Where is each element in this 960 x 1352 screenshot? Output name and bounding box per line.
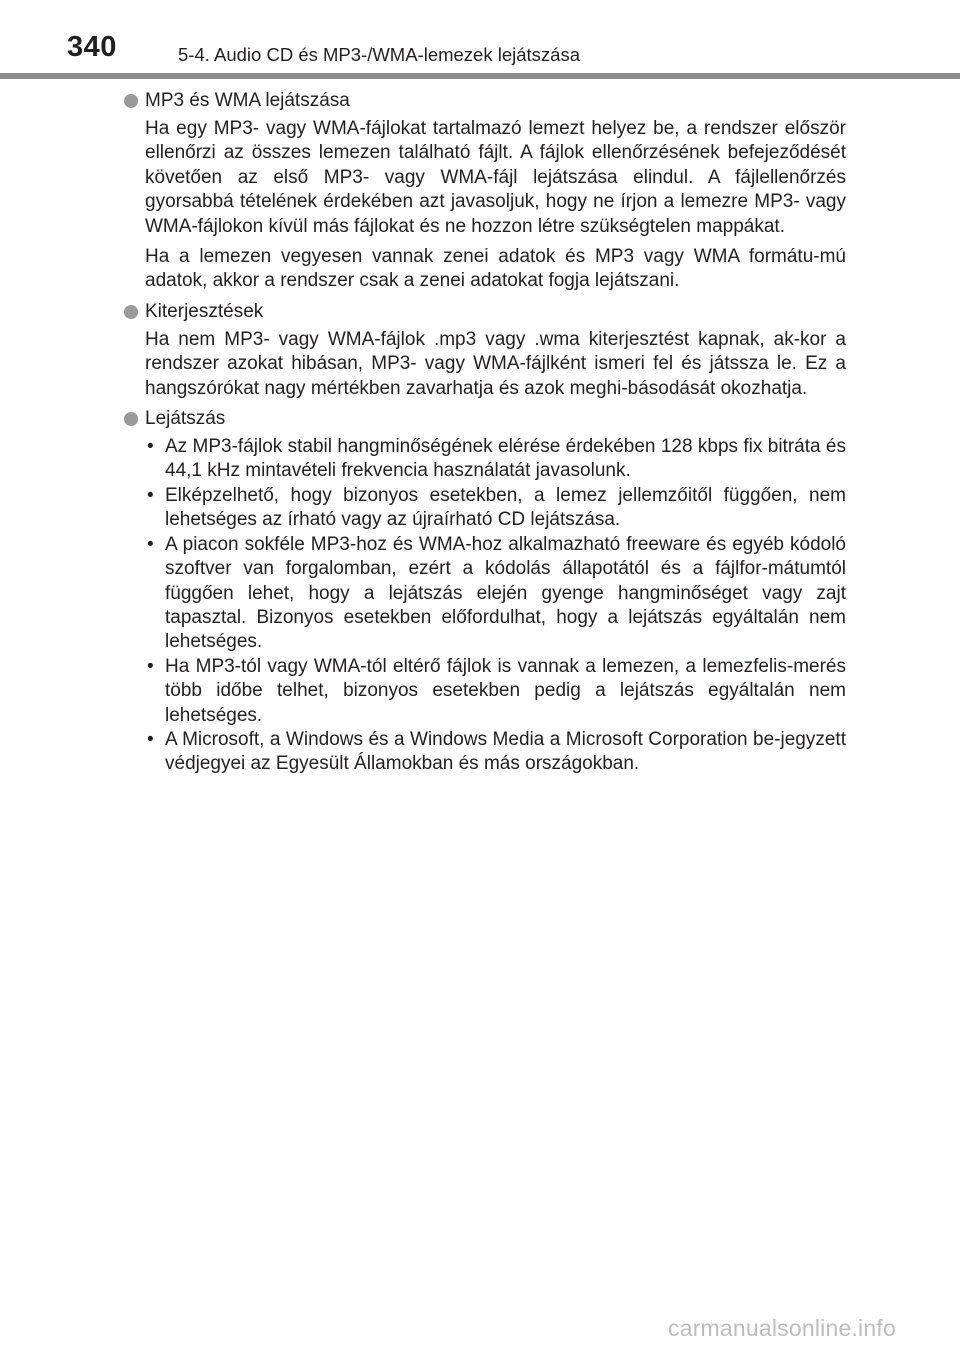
paragraph: Ha nem MP3- vagy WMA-fájlok .mp3 vagy .wma kiterjesztést kapnak, ak-kor a rendszer azokat hibásan, MP3- vagy WMA-fájlként ismeri fel és játssza le. Ez a hangszórókat nagy mértékben zavarhatja és azok meghi-básodását okozhatja. (145, 328, 846, 399)
list-item-text: A piacon sokféle MP3-hoz és WMA-hoz alkalmazható freeware és egyéb kódoló szoftver van forgalomban, ezért a kódolás állapotától és a fájlfor-mátumtól függően lehet, hogy a lejátszás elején gyenge hangminőséget vagy zajt tapasztal. Bizonyos esetekben előfordulhat, hogy a lejátszás egyáltalán nem lehetséges. (165, 533, 846, 653)
bullet-circle-icon (124, 305, 138, 319)
section-playback (124, 407, 846, 777)
list-item-text: Ha MP3-tól vagy WMA-tól eltérő fájlok is vannak a lemezen, a lemezfelis-merés több időbe telhet, bizonyos esetekben pedig a lejátszás egyáltalán nem lehetséges. (165, 655, 846, 726)
bullet-dot-icon: • (147, 533, 154, 555)
header-rule (0, 73, 960, 79)
list-item (145, 533, 846, 655)
list-item-text: A Microsoft, a Windows és a Windows Media a Microsoft Corporation be-jegyzett védjegyei az Egyesült Államokban és más országokban. (165, 728, 846, 775)
paragraph: Ha egy MP3- vagy WMA-fájlokat tartalmazó lemezt helyez be, a rendszer először ellenőrzi az összes lemezen található fájlt. A fájlok ellenőrzésének befejeződését követően az első MP3- vagy WMA-fájl lejátszása elindul. A fájlellenőrzés gyorsabbá tételének érdekében azt javasoljuk, hogy ne írjon a lemezre MP3- vagy WMA-fájlokon kívül más fájlokat és ne hozzon létre szükségtelen mappákat. (145, 118, 846, 237)
section-heading-text: Kiterjesztések (145, 300, 264, 322)
page-header (0, 0, 960, 80)
section-heading (124, 89, 846, 113)
bullet-dot-icon: • (147, 436, 154, 458)
section-heading (124, 300, 846, 324)
section-mp3-wma-playback (124, 89, 846, 294)
list-item (145, 655, 846, 728)
section-extensions (124, 300, 846, 401)
bullet-dot-icon: • (147, 484, 154, 506)
list-item-text: Az MP3-fájlok stabil hangminőségének elérése érdekében 128 kbps fix bitráta és 44,1 kHz mintavételi frekvencia használatát javasolunk. (165, 436, 846, 482)
section-heading (124, 407, 846, 431)
bullet-circle-icon (124, 412, 138, 426)
list-item-text: Elképzelhető, hogy bizonyos esetekben, a lemez jellemzőitől függően, nem lehetséges az írható vagy az újraírható CD lejátszása. (165, 484, 846, 531)
page-content (124, 89, 846, 777)
section-heading-text: MP3 és WMA lejátszása (145, 90, 350, 111)
bullet-dot-icon: • (147, 655, 154, 677)
watermark: carmanualsonline.info (668, 1315, 896, 1341)
section-title: 5-4. Audio CD és MP3-/WMA-lemezek lejátszása (178, 44, 580, 65)
list-item (145, 728, 846, 777)
section-heading-text: Lejátszás (145, 408, 226, 430)
bullet-circle-icon (124, 94, 138, 108)
bullet-dot-icon: • (147, 728, 154, 750)
list-item (145, 435, 846, 484)
paragraph: Ha a lemezen vegyesen vannak zenei adatok és MP3 vagy WMA formátu-mú adatok, akkor a rendszer csak a zenei adatokat fogja lejátszani. (145, 246, 846, 292)
list-item (145, 484, 846, 533)
playback-notes-list (145, 435, 846, 777)
page-number: 340 (67, 31, 117, 63)
